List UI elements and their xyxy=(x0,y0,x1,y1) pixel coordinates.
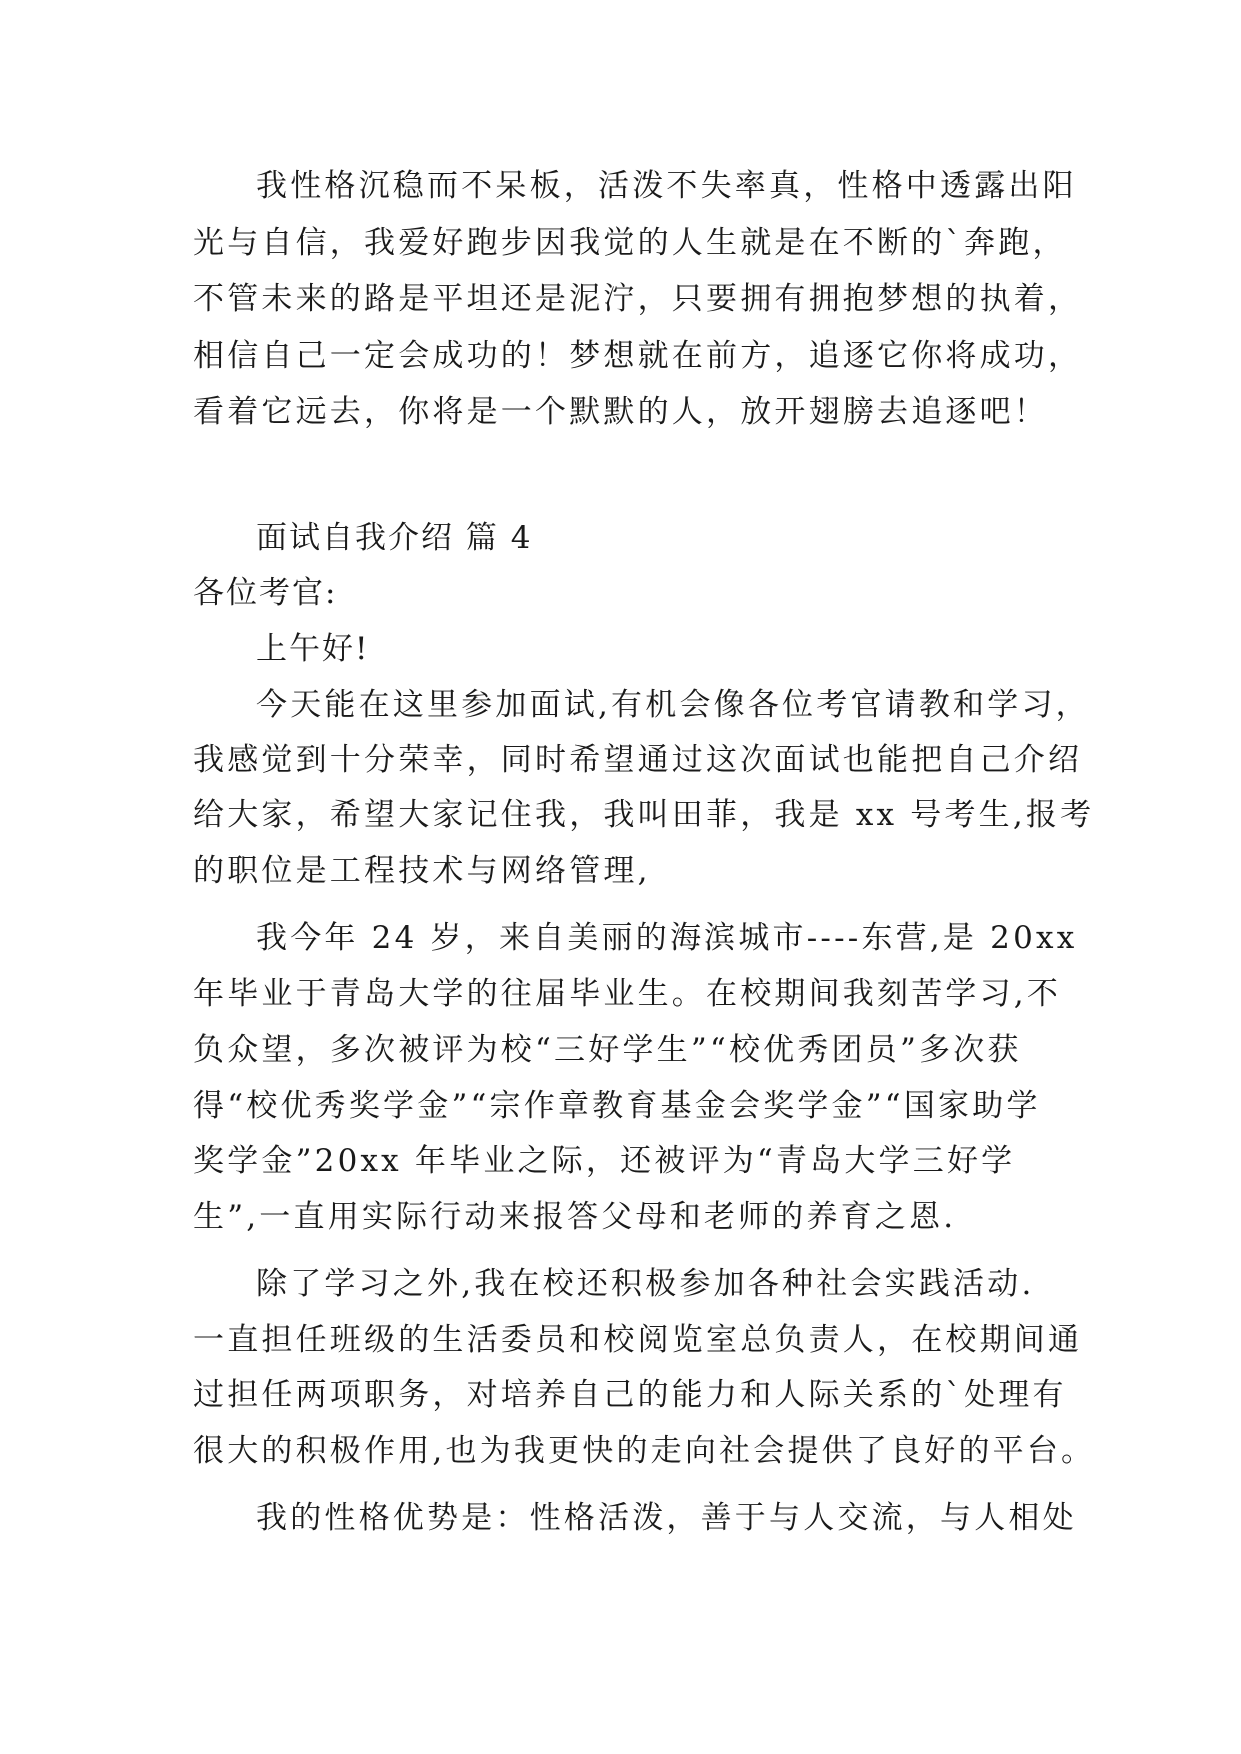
paragraph-line: 给大家，希望大家记住我，我叫田菲，我是 xx 号考生,报考 xyxy=(193,797,1095,833)
paragraph-line: 除了学习之外,我在校还积极参加各种社会实践活动. xyxy=(256,1266,1035,1302)
paragraph-line: 奖学金”20xx 年毕业之际，还被评为“青岛大学三好学 xyxy=(193,1143,1016,1179)
section-heading: 面试自我介绍 篇 4 xyxy=(256,520,533,556)
paragraph-line: 今天能在这里参加面试,有机会像各位考官请教和学习， xyxy=(256,687,1090,723)
paragraph-line: 我的性格优势是：性格活泼，善于与人交流，与人相处 xyxy=(256,1500,1077,1536)
paragraph-line: 相信自己一定会成功的！梦想就在前方，追逐它你将成功， xyxy=(193,338,1083,374)
paragraph-line: 看着它远去，你将是一个默默的人，放开翅膀去追逐吧！ xyxy=(193,394,1048,430)
paragraph-line: 我性格沉稳而不呆板，活泼不失率真，性格中透露出阳 xyxy=(256,168,1077,204)
paragraph-line: 过担任两项职务，对培养自己的能力和人际关系的`处理有 xyxy=(193,1377,1067,1413)
paragraph-line: 不管未来的路是平坦还是泥泞，只要拥有拥抱梦想的执着， xyxy=(193,281,1083,317)
greeting: 上午好! xyxy=(256,631,370,667)
paragraph-line: 很大的积极作用,也为我更快的走向社会提供了良好的平台。 xyxy=(193,1433,1096,1469)
salutation: 各位考官: xyxy=(193,575,338,611)
paragraph-line: 光与自信，我爱好跑步因我觉的人生就是在不断的`奔跑， xyxy=(193,225,1067,261)
paragraph-line: 年毕业于青岛大学的往届毕业生。在校期间我刻苦学习,不 xyxy=(193,976,1062,1012)
paragraph-line: 一直担任班级的生活委员和校阅览室总负责人，在校期间通 xyxy=(193,1322,1083,1358)
paragraph-line: 我感觉到十分荣幸，同时希望通过这次面试也能把自己介绍 xyxy=(193,742,1083,778)
paragraph-line: 的职位是工程技术与网络管理, xyxy=(193,853,651,889)
paragraph-line: 我今年 24 岁，来自美丽的海滨城市----东营,是 20xx xyxy=(256,920,1078,956)
paragraph-line: 生”,一直用实际行动来报答父母和老师的养育之恩. xyxy=(193,1199,957,1235)
paragraph-line: 负众望，多次被评为校“三好学生”“校优秀团员”多次获 xyxy=(193,1032,1022,1068)
paragraph-line: 得“校优秀奖学金”“宗作章教育基金会奖学金”“国家助学 xyxy=(193,1088,1041,1124)
